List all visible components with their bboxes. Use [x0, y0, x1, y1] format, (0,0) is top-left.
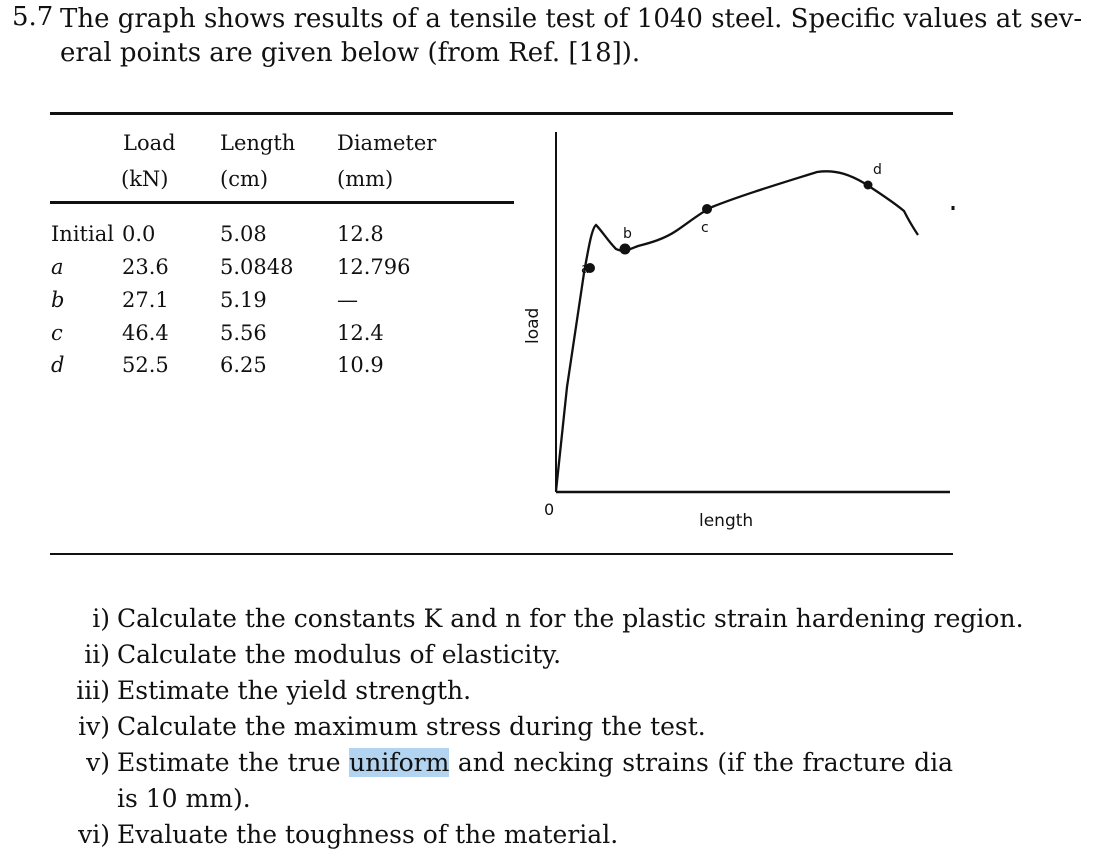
question-numeral: iv): [78, 712, 110, 741]
question-text-part: Estimate the true: [117, 748, 350, 777]
table-header-rule: [50, 201, 514, 204]
cell-diameter: 10.9: [337, 353, 384, 377]
y-axis-label: load: [523, 307, 543, 344]
point-c-label: c: [701, 220, 709, 236]
question-text: Calculate the constants K and n for the plastic strain hardening region.: [117, 604, 1024, 633]
cell-load: 23.6: [122, 255, 169, 279]
cell-length: 5.19: [220, 288, 267, 312]
question-numeral: i): [92, 604, 110, 633]
cell-length: 5.56: [220, 321, 267, 345]
cell-diameter: 12.8: [337, 222, 384, 246]
cell-load: 0.0: [122, 222, 156, 246]
question-text: Calculate the modulus of elasticity.: [117, 640, 562, 669]
cell-diameter: 12.4: [337, 321, 384, 345]
header-length-unit: (cm): [220, 167, 269, 191]
problem-statement-line-1: The graph shows results of a tensile test of 1040 steel. Specific values at sev-: [60, 4, 1083, 34]
point-c-marker: [702, 204, 712, 214]
point-b-label: b: [623, 226, 632, 242]
point-d-marker: [864, 181, 873, 190]
cell-length: 5.0848: [220, 255, 294, 279]
row-label: d: [51, 353, 65, 377]
cell-load: 52.5: [122, 353, 169, 377]
origin-label: 0: [544, 500, 555, 519]
point-a-label: a: [581, 261, 590, 277]
highlighted-word[interactable]: uniform: [349, 748, 450, 777]
question-numeral: ii): [84, 640, 110, 669]
question-numeral: vi): [78, 820, 110, 849]
question-numeral: iii): [76, 676, 110, 705]
cell-load: 27.1: [122, 288, 169, 312]
question-text-part: and necking strains (if the fracture dia is 10 mm).: [117, 748, 954, 813]
header-load: Load: [123, 131, 176, 155]
cell-length: 6.25: [220, 353, 267, 377]
x-axis-label: length: [699, 511, 754, 531]
header-length: Length: [220, 131, 296, 155]
cell-diameter: —: [337, 288, 358, 312]
header-load-unit: (kN): [121, 167, 169, 191]
cell-diameter: 12.796: [337, 255, 411, 279]
row-label: c: [51, 321, 63, 345]
question-text: Calculate the maximum stress during the test.: [117, 712, 706, 741]
question-text: Evaluate the toughness of the material.: [117, 820, 619, 849]
row-label: Initial: [51, 222, 114, 246]
header-diameter: Diameter: [337, 131, 437, 155]
figure-bottom-rule: [50, 553, 953, 555]
problem-statement-line-2: eral points are given below (from Ref. [18]).: [60, 38, 641, 68]
cell-length: 5.08: [220, 222, 267, 246]
point-d-label: d: [873, 162, 882, 178]
problem-number: 5.7: [12, 2, 54, 32]
question-text: [117, 745, 953, 817]
question-text: Estimate the yield strength.: [117, 676, 472, 705]
cell-load: 46.4: [122, 321, 169, 345]
load-curve: [556, 171, 918, 491]
row-label: b: [51, 288, 65, 312]
row-label: a: [51, 255, 64, 279]
load-length-chart: [512, 125, 957, 540]
point-b-marker: [620, 244, 631, 255]
question-numeral: v): [86, 748, 110, 777]
header-diameter-unit: (mm): [337, 167, 394, 191]
figure-top-rule: [50, 112, 953, 115]
